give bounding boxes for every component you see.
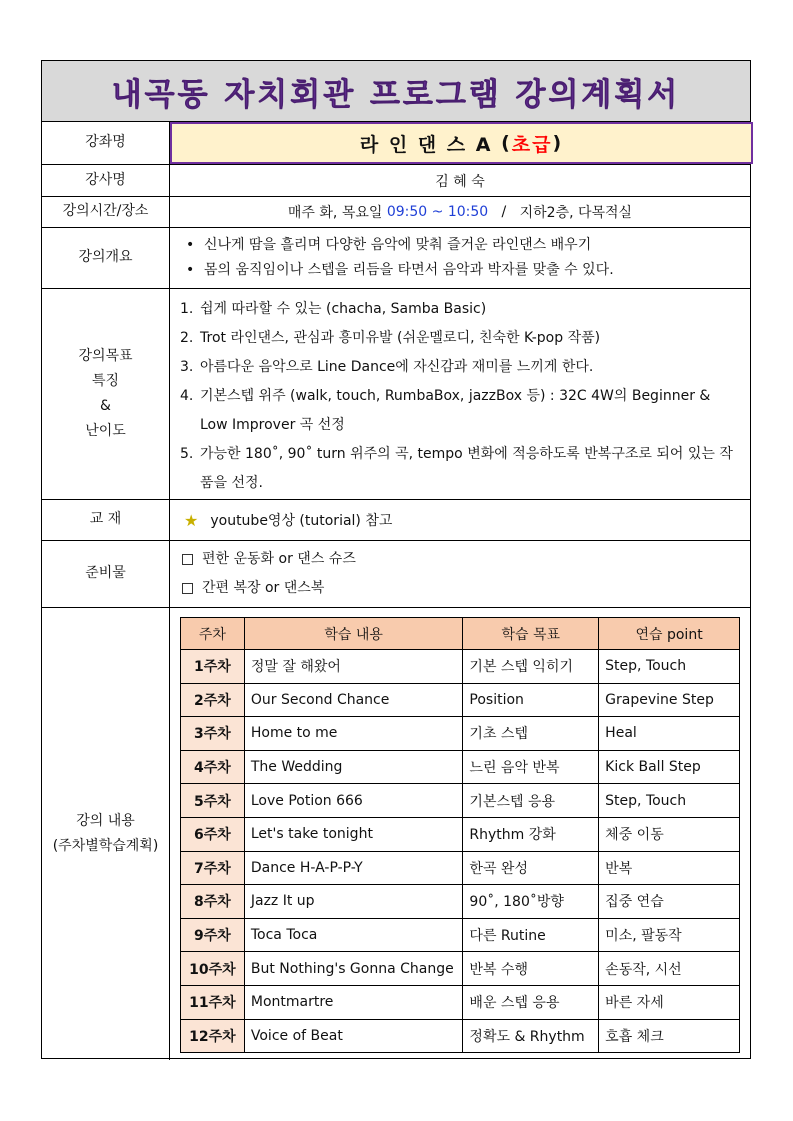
week-cell: 5주차 (181, 784, 245, 818)
goal-cell: 느린 음악 반복 (463, 750, 599, 784)
time-place-row (42, 197, 750, 228)
point-cell: 호흡 체크 (599, 1019, 740, 1053)
table-row (181, 952, 740, 986)
point-cell: 손동작, 시선 (599, 952, 740, 986)
table-row (181, 750, 740, 784)
week-cell: 6주차 (181, 817, 245, 851)
prep-list (170, 545, 356, 603)
course-name-row (42, 122, 750, 165)
week-cell: 7주차 (181, 851, 245, 885)
prep-item: 간편 복장 or 댄스복 (182, 574, 356, 603)
goal-cell: 배운 스텝 응용 (463, 985, 599, 1019)
lecture-plan-document (41, 60, 751, 1059)
week-cell: 9주차 (181, 918, 245, 952)
content-cell: Toca Toca (244, 918, 463, 952)
point-cell: Grapevine Step (599, 683, 740, 717)
class-time: 09:50 ~ 10:50 (386, 204, 489, 220)
separator: / (501, 204, 507, 220)
summary-label: 강의개요 (42, 228, 170, 288)
goal-cell: 기본스텝 응용 (463, 784, 599, 818)
textbook-label: 교 재 (42, 500, 170, 540)
checkbox-icon (182, 583, 193, 594)
week-cell: 3주차 (181, 717, 245, 751)
paren-open: ( (501, 132, 512, 154)
checkbox-icon (182, 554, 193, 565)
point-cell: 집중 연습 (599, 885, 740, 919)
teacher-label: 강사명 (42, 165, 170, 196)
table-row (181, 650, 740, 684)
summary-row (42, 228, 750, 289)
content-cell: The Wedding (244, 750, 463, 784)
point-cell: Step, Touch (599, 784, 740, 818)
goal-cell: 90˚, 180˚방향 (463, 885, 599, 919)
summary-list (170, 233, 614, 283)
table-row (181, 717, 740, 751)
week-cell: 1주차 (181, 650, 245, 684)
star-icon: ★ (184, 510, 199, 530)
content-cell: Our Second Chance (244, 683, 463, 717)
table-body (181, 650, 740, 1053)
plan-row (42, 608, 750, 1060)
goal-cell: 한곡 완성 (463, 851, 599, 885)
course-name: 라 인 댄 스 A (359, 133, 493, 156)
teacher-name: 김 혜 숙 (435, 173, 485, 190)
prep-item: 편한 운동화 or 댄스 슈즈 (182, 545, 356, 574)
goal-cell: 반복 수행 (463, 952, 599, 986)
days: 매주 화, 목요일 (287, 205, 383, 221)
textbook-row (42, 500, 750, 541)
goal-cell: Position (463, 683, 599, 717)
place: 지하2층, 다목적실 (519, 205, 633, 221)
goal-cell: 기본 스텝 익히기 (463, 650, 599, 684)
week-cell: 12주차 (181, 1019, 245, 1053)
table-row (181, 683, 740, 717)
table-row (181, 1019, 740, 1053)
content-cell: Montmartre (244, 985, 463, 1019)
point-cell: 바른 자세 (599, 985, 740, 1019)
table-row (181, 851, 740, 885)
week-cell: 10주차 (181, 952, 245, 986)
content-cell: Voice of Beat (244, 1019, 463, 1053)
week-cell: 11주차 (181, 985, 245, 1019)
plan-label: 강의 내용 (주차별학습계획) (42, 608, 170, 1060)
goals-list (170, 291, 750, 498)
goal-cell: 다른 Rutine (463, 918, 599, 952)
course-name-box (170, 122, 753, 164)
content-cell: Love Potion 666 (244, 784, 463, 818)
content-cell: But Nothing's Gonna Change (244, 952, 463, 986)
table-row (181, 817, 740, 851)
table-row (181, 985, 740, 1019)
header-content: 학습 내용 (244, 618, 463, 650)
goal-item: 5. 가능한 180˚, 90˚ turn 위주의 곡, tempo 변화에 적응하도록 반복구조로 되어 있는 작품을 선정. (180, 445, 733, 491)
point-cell: Step, Touch (599, 650, 740, 684)
content-cell: Dance H-A-P-P-Y (244, 851, 463, 885)
point-cell: Kick Ball Step (599, 750, 740, 784)
goal-cell: 정확도 & Rhythm (463, 1019, 599, 1053)
summary-item: • 몸의 움직임이나 스텝을 리듬을 타면서 음악과 박자를 맞출 수 있다. (184, 258, 614, 283)
goals-row (42, 289, 750, 500)
content-cell: 정말 잘 해왔어 (244, 650, 463, 684)
course-level: 초급 (511, 133, 553, 156)
goal-item: 1. 쉽게 따라할 수 있는 (chacha, Samba Basic) (180, 300, 487, 317)
content-cell: Home to me (244, 717, 463, 751)
point-cell: Heal (599, 717, 740, 751)
point-cell: 체중 이동 (599, 817, 740, 851)
content-cell: Let's take tonight (244, 817, 463, 851)
table-header-row (181, 618, 740, 650)
paren-close: ) (552, 132, 564, 154)
content-cell: Jazz It up (244, 885, 463, 919)
point-cell: 미소, 팔동작 (599, 918, 740, 952)
goal-cell: Rhythm 강화 (463, 817, 599, 851)
table-row (181, 885, 740, 919)
time-place-label: 강의시간/장소 (42, 197, 170, 227)
goal-item: 3. 아름다운 음악으로 Line Dance에 자신감과 재미를 느끼게 한다. (180, 358, 594, 375)
goal-item: 2. Trot 라인댄스, 관심과 흥미유발 (쉬운멜로디, 친숙한 K-pop 작품) (180, 329, 601, 346)
textbook-value: youtube영상 (tutorial) 참고 (210, 513, 393, 529)
header-point: 연습 point (599, 618, 740, 650)
week-cell: 4주차 (181, 750, 245, 784)
course-name-label: 강좌명 (42, 122, 170, 164)
summary-item: • 신나게 땀을 흘리며 다양한 음악에 맞춰 즐거운 라인댄스 배우기 (184, 233, 614, 258)
goal-cell: 기초 스텝 (463, 717, 599, 751)
weekly-plan-table (180, 617, 740, 1053)
week-cell: 2주차 (181, 683, 245, 717)
header-goal: 학습 목표 (463, 618, 599, 650)
point-cell: 반복 (599, 851, 740, 885)
table-row (181, 784, 740, 818)
goal-item: 4. 기본스텝 위주 (walk, touch, RumbaBox, jazzBox 등) : 32C 4W의 Beginner & Low Improver 곡 선정 (180, 387, 711, 433)
prep-label: 준비물 (42, 541, 170, 607)
header-week: 주차 (181, 618, 245, 650)
table-row (181, 918, 740, 952)
page-title: 내곡동 자치회관 프로그램 강의계획서 (111, 76, 681, 113)
title-bar (42, 61, 750, 122)
teacher-row (42, 165, 750, 197)
goals-label: 강의목표 특징 & 난이도 (42, 289, 170, 499)
week-cell: 8주차 (181, 885, 245, 919)
prep-row (42, 541, 750, 608)
